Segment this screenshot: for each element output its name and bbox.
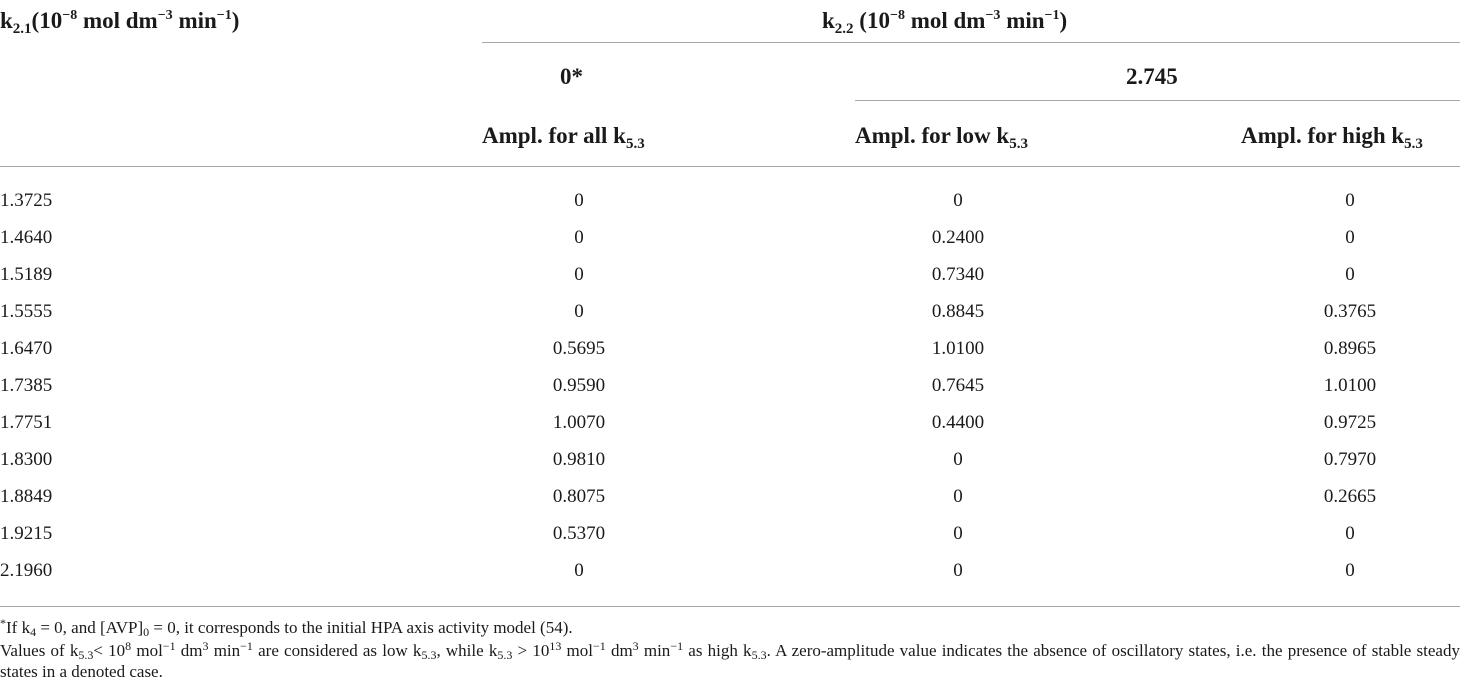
ampl-all-cell: 0.5370: [552, 523, 606, 544]
ampl-high-cell: 0.3765: [1323, 301, 1377, 322]
footnote-asterisk: *If $k_4 = 0$, and $[AVP]_0 = 0$, it corresponds to the initial HPA axis activity model (54).: [0, 616, 573, 639]
ampl-low-cell: 0: [953, 486, 963, 507]
ampl-all-cell: 0: [574, 190, 584, 211]
k21-cell: 1.8849: [0, 486, 53, 507]
zero-value-header: 0*: [560, 64, 583, 89]
ampl-high-cell: 0: [1345, 560, 1355, 581]
ampl-high-cell: 0: [1345, 227, 1355, 248]
subheader-high: Ampl. for high $k_{5.3}$: [1241, 123, 1423, 152]
ampl-low-cell: 0: [953, 190, 963, 211]
k21-cell: 1.3725: [0, 190, 53, 211]
ampl-low-cell: 0: [953, 449, 963, 470]
k21-cell: 1.5555: [0, 301, 53, 322]
col1-header: $k_{2.1}(10^{-8}$ mol $dm^{-3}$ $\min^{-1}$): [0, 8, 240, 37]
ampl-low-cell: 0.7340: [931, 264, 985, 285]
k21-cell: 1.7385: [0, 375, 53, 396]
ampl-all-cell: 0.5695: [552, 338, 606, 359]
ampl-all-cell: 0.8075: [552, 486, 606, 507]
subheader-all: Ampl. for all $k_{5.3}$: [482, 123, 645, 152]
ampl-all-cell: 1.0070: [552, 412, 606, 433]
ampl-low-cell: 0.4400: [931, 412, 985, 433]
ampl-all-cell: 0: [574, 264, 584, 285]
footnote-definitions: Values of $k_{5.3}< 10^8$ mol$^{-1}$ $dm^3$ $\min^{-1}$ are considered as low $k_{5.3}$, while $k_{5.3} > 10^{13}$ mol$^{-1}$ $dm^3$ $\min^{-1}$ as high $k_{5.3}$. A zero-amplitude value indicates the absence of oscillatory states, i.e. the presence of stable steady states in a denoted case.: [0, 639, 1460, 681]
ampl-all-cell: 0: [574, 560, 584, 581]
ampl-high-cell: 0: [1345, 523, 1355, 544]
ampl-high-cell: 0.2665: [1323, 486, 1377, 507]
subheader-low: Ampl. for low $k_{5.3}$: [855, 123, 1028, 152]
ampl-low-cell: 1.0100: [931, 338, 985, 359]
k21-cell: 1.7751: [0, 412, 53, 433]
ampl-low-cell: 0.2400: [931, 227, 985, 248]
ampl-high-cell: 0: [1345, 190, 1355, 211]
ampl-high-cell: 0: [1345, 264, 1355, 285]
ampl-high-cell: 0.7970: [1323, 449, 1377, 470]
ampl-low-cell: 0: [953, 560, 963, 581]
subgroup-rule: [855, 100, 1460, 101]
ampl-low-cell: 0: [953, 523, 963, 544]
value-2745-header: 2.745: [1126, 64, 1178, 89]
k21-cell: 1.9215: [0, 523, 53, 544]
ampl-low-cell: 0.8845: [931, 301, 985, 322]
k21-cell: 1.8300: [0, 449, 53, 470]
header-rule: [0, 166, 1460, 167]
table-bottom-rule: [0, 606, 1460, 607]
k21-cell: 2.1960: [0, 560, 53, 581]
k21-cell: 1.4640: [0, 227, 53, 248]
k21-cell: 1.5189: [0, 264, 53, 285]
ampl-all-cell: 0.9810: [552, 449, 606, 470]
ampl-all-cell: 0.9590: [552, 375, 606, 396]
ampl-low-cell: 0.7645: [931, 375, 985, 396]
group-header: $k_{2.2}$ ($10^{-8}$ mol $dm^{-3}$ $\min^{-1}$): [822, 8, 1068, 37]
group-rule: [482, 42, 1460, 43]
ampl-all-cell: 0: [574, 301, 584, 322]
k21-cell: 1.6470: [0, 338, 53, 359]
ampl-high-cell: 0.8965: [1323, 338, 1377, 359]
ampl-high-cell: 0.9725: [1323, 412, 1377, 433]
ampl-high-cell: 1.0100: [1323, 375, 1377, 396]
ampl-all-cell: 0: [574, 227, 584, 248]
